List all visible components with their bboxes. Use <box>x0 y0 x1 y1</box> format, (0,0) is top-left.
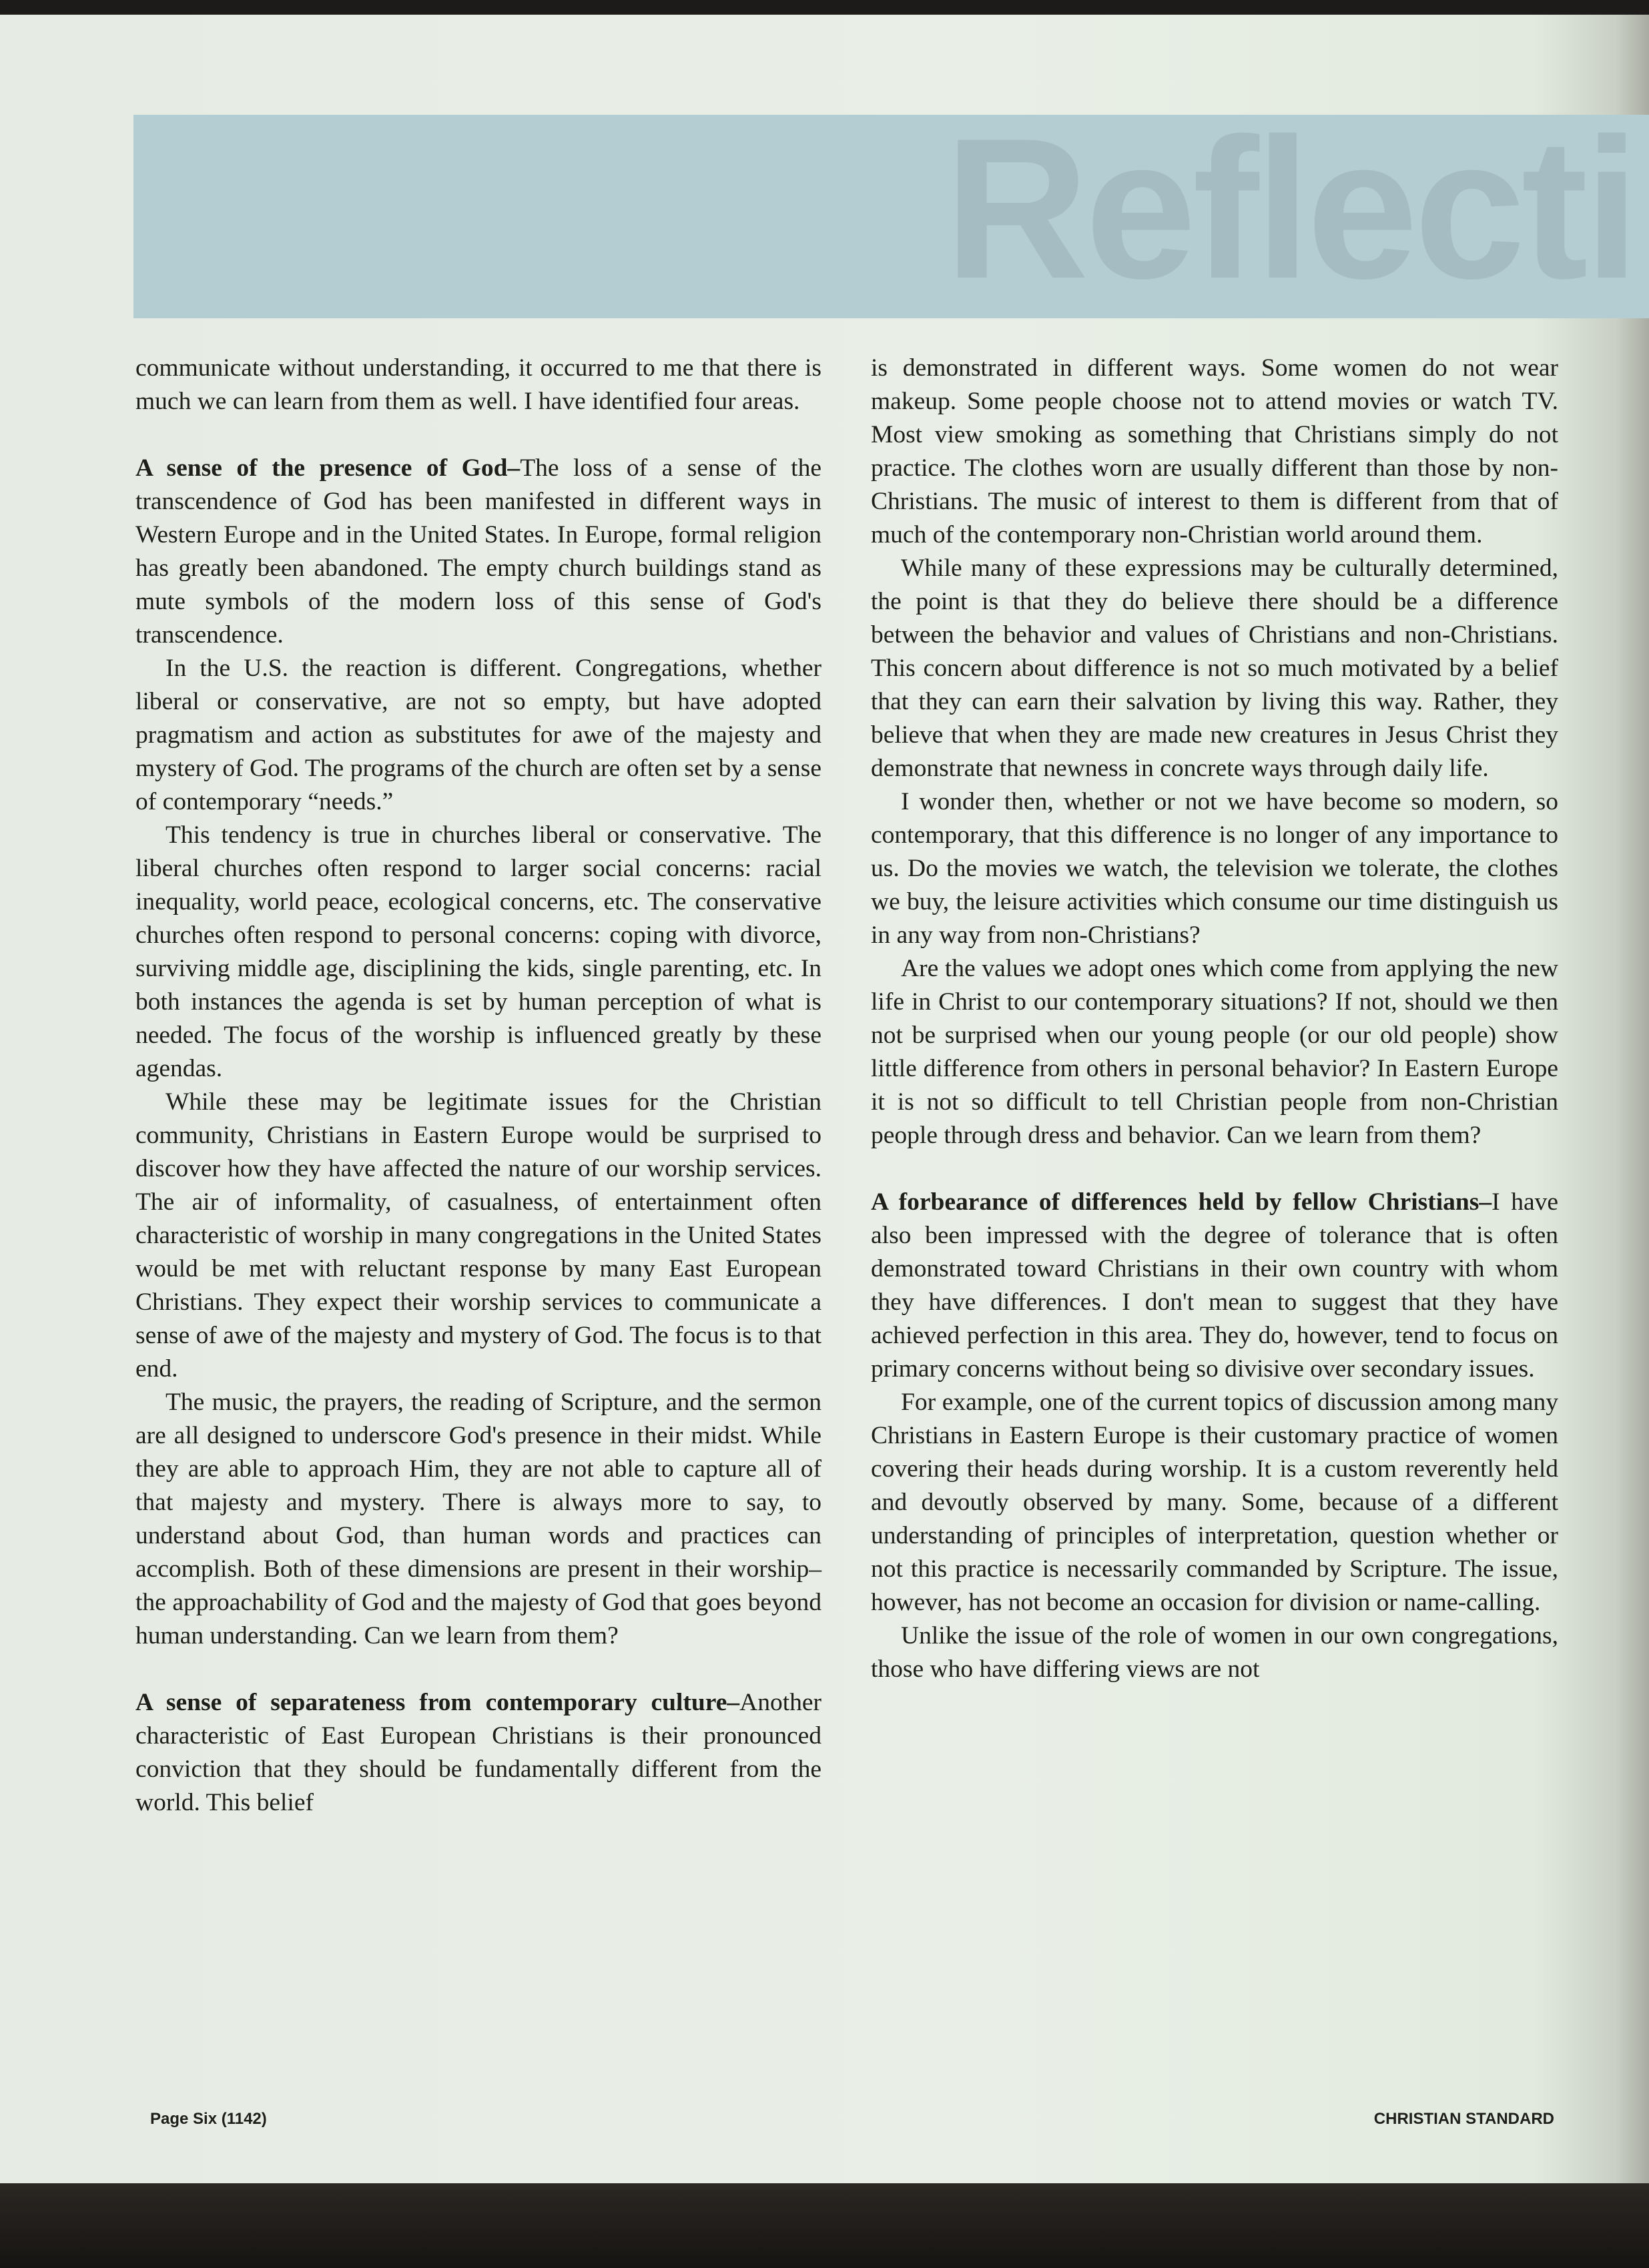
section-body: The loss of a sense of the transcendence of God has been manifested in different ways in Western Europe and in the United States. In Europe, formal religion has greatly been abandoned. The empty church buildings stand as mute symbols of the modern loss of this sense of God's transcendence. <box>135 454 821 649</box>
section-forbearance <box>871 1186 1558 1386</box>
banner-title: Reflecti <box>944 96 1636 320</box>
section-heading: A sense of the presence of God– <box>135 454 521 482</box>
right-column <box>871 352 1558 1686</box>
left-column <box>135 352 821 1820</box>
section-body: Another characteristic of East European Christians is their pronounced conviction that they should be fundamentally different from the world. This belief <box>135 1689 821 1816</box>
paragraph: communicate without understanding, it occurred to me that there is much we can learn from them as well. I have identified four areas. <box>135 354 821 415</box>
paragraph: Are the values we adopt ones which come from applying the new life in Christ to our contemporary situations? If not, should we then not be surprised when our young people (or our old people) show little difference from others in personal behavior? In Eastern Europe it is not so difficult to tell Christian people from non-Christian people through dress and behavior. Can we learn from them? <box>871 955 1558 1149</box>
section-heading: A sense of separateness from contemporary culture– <box>135 1689 740 1716</box>
publication-footer: CHRISTIAN STANDARD <box>1373 2110 1554 2128</box>
section-presence-of-god <box>135 452 821 652</box>
header-banner <box>133 96 1649 320</box>
paragraph: This tendency is true in churches liberal or conservative. The liberal churches often respond to larger social concerns: racial inequality, world peace, ecological concerns, etc. The conservative churches often respond to personal concerns: coping with divorce, surviving middle age, disciplining the kids, single parenting, etc. In both instances the agenda is set by human perception of what is needed. The focus of the worship is influenced greatly by these agendas. <box>135 821 821 1082</box>
paragraph: In the U.S. the reaction is different. Congregations, whether liberal or conservative, are not so empty, but have adopted pragmatism and action as substitutes for awe of the majesty and mystery of God. The programs of the church are often set by a sense of contemporary “needs.” <box>135 655 821 815</box>
paragraph: is demonstrated in different ways. Some women do not wear makeup. Some people choose not to attend movies or watch TV. Most view smoking as something that Christians simply do not practice. The clothes worn are usually different than those by non-Christians. The music of interest to them is different from that of much of the contemporary non-Christian world around them. <box>871 354 1558 548</box>
page-number-footer: Page Six (1142) <box>150 2110 267 2128</box>
paragraph: Unlike the issue of the role of women in our own congregations, those who have differing views are not <box>871 1622 1558 1683</box>
magazine-page <box>0 15 1649 2183</box>
paragraph: For example, one of the current topics of discussion among many Christians in Eastern Europe is their customary practice of women covering their heads during worship. It is a custom reverently held and devoutly observed by many. Some, because of a different understanding of principles of interpretation, question whether or not this practice is necessarily commanded by Scripture. The issue, however, has not become an occasion for division or name-calling. <box>871 1389 1558 1616</box>
paragraph: I wonder then, whether or not we have become so modern, so contemporary, that this difference is no longer of any importance to us. Do the movies we watch, the television we tolerate, the clothes we buy, the leisure activities which consume our time distinguish us in any way from non-Christians? <box>871 788 1558 949</box>
paragraph: The music, the prayers, the reading of Scripture, and the sermon are all designed to underscore God's presence in their midst. While they are able to approach Him, they are not able to capture all of that majesty and mystery. There is always more to say, to understand about God, than human words and practices can accomplish. Both of these dimensions are present in their worship–the approachability of God and the majesty of God that goes beyond human understanding. Can we learn from them? <box>135 1389 821 1649</box>
section-body: I have also been impressed with the degree of tolerance that is often demonstrated toward Christians in their own country with whom they have differences. I don't mean to suggest that they have achieved perfection in this area. They do, however, tend to focus on primary concerns without being so divisive over secondary issues. <box>871 1188 1559 1383</box>
paragraph: While these may be legitimate issues for the Christian community, Christians in Eastern Europe would be surprised to discover how they have affected the nature of our worship services. The air of informality, of casualness, of entertainment often characteristic of worship in many congregations in the United States would be met with reluctant response by many East European Christians. They expect their worship services to communicate a sense of awe of the majesty and mystery of God. The focus is to that end. <box>135 1088 821 1383</box>
section-heading: A forbearance of differences held by fellow Christians– <box>871 1188 1492 1216</box>
section-separateness <box>135 1686 821 1820</box>
scan-background-strip <box>0 2183 1649 2268</box>
paragraph: While many of these expressions may be culturally determined, the point is that they do believe there should be a difference between the behavior and values of Christians and non-Christians. This concern about difference is not so much motivated by a belief that they can earn their salvation by living this way. Rather, they believe that when they are made new creatures in Jesus Christ they demonstrate that newness in concrete ways through daily life. <box>871 554 1558 782</box>
